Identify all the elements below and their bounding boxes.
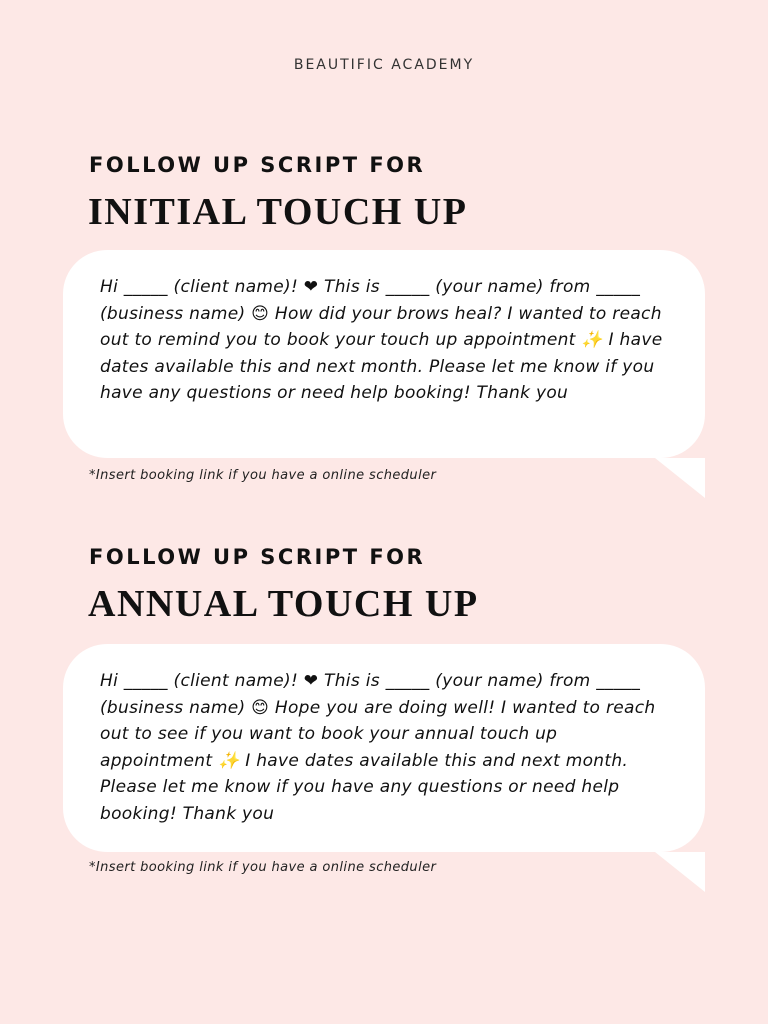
bubble-tail-annual [655,852,705,892]
script-text-initial: Hi _____ (client name)! ❤ This is _____ (your name) from _____ (business name) 😊 How did your brows heal? I wanted to reach out to remind you to book your touch up appointment ✨ I have dates available this and next month. Please let me know if you have any questions or need help booking! Thank you [100,277,663,403]
booking-note-initial: *Insert booking link if you have a online scheduler [89,468,437,483]
script-bubble-initial [63,250,705,458]
bubble-tail-initial [655,458,705,498]
script-bubble-annual [63,644,705,852]
brand-name: BEAUTIFIC ACADEMY [293,57,475,73]
booking-note-annual: *Insert booking link if you have a online scheduler [89,860,437,875]
section-title-initial: INITIAL TOUCH UP [88,191,468,233]
section-kicker-initial: FOLLOW UP SCRIPT FOR [89,153,426,177]
section-title-annual: ANNUAL TOUCH UP [88,583,479,625]
script-text-annual: Hi _____ (client name)! ❤ This is _____ (your name) from _____ (business name) 😊 Hope you are doing well! I wanted to reach out to see if you want to book your annual touch up appointment ✨ I have dates available this and next month. Please let me know if you have any questions or need help booking! Thank you [100,671,656,824]
section-kicker-annual: FOLLOW UP SCRIPT FOR [89,545,426,569]
